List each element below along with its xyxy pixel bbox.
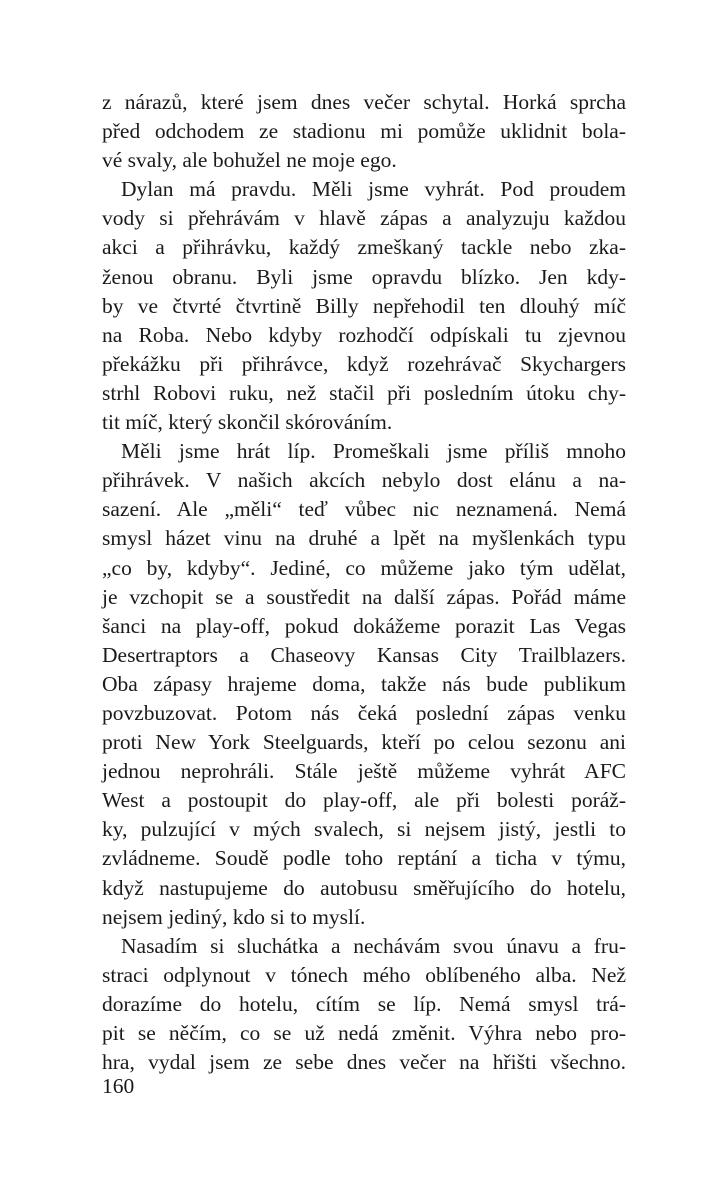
text-line: proti New York Steelguards, kteří po celou sezonu ani bbox=[102, 730, 626, 755]
text-line: sazení. Ale „měli“ teď vůbec nic neznamená. Nemá bbox=[102, 497, 626, 522]
text-line: straci odplynout v tónech mého oblíbeného alba. Než bbox=[102, 962, 626, 987]
text-line: zvládneme. Soudě podle toho reptání a ticha v týmu, bbox=[102, 846, 626, 871]
text-line: jednou neprohráli. Stále ještě můžeme vyhrát AFC bbox=[102, 759, 626, 784]
text-line: před odchodem ze stadionu mi pomůže uklidnit bola- bbox=[102, 119, 626, 144]
text-line: Desertraptors a Chaseovy Kansas City Trailblazers. bbox=[102, 642, 626, 667]
text-line: je vzchopit se a soustředit na další zápas. Pořád máme bbox=[102, 584, 626, 609]
text-line: ky, pulzující v mých svalech, si nejsem jistý, jestli to bbox=[102, 817, 626, 842]
text-line: na Roba. Nebo kdyby rozhodčí odpískali tu zjevnou bbox=[102, 322, 626, 347]
text-line: šanci na play-off, pokud dokážeme porazit Las Vegas bbox=[102, 613, 626, 638]
text-line: pit se něčím, co se už nedá změnit. Výhra nebo pro- bbox=[102, 1021, 626, 1045]
text-line: vé svaly, ale bohužel ne moje ego. bbox=[102, 148, 397, 173]
text-line: dorazíme do hotelu, cítím se líp. Nemá smysl trá- bbox=[102, 991, 626, 1016]
paragraph bbox=[102, 437, 626, 932]
text-line: povzbuzovat. Potom nás čeká poslední zápas venku bbox=[102, 700, 626, 725]
text-line: ženou obranu. Byli jsme opravdu blízko. Jen kdy- bbox=[102, 264, 626, 289]
paragraph bbox=[102, 175, 626, 437]
paragraph bbox=[102, 932, 626, 1077]
text-line: Nasadím si sluchátka a nechávám svou únavu a fru- bbox=[121, 933, 626, 958]
text-line: „co by, kdyby“. Jediné, co můžeme jako tým udělat, bbox=[102, 555, 626, 580]
text-line: by ve čtvrté čtvrtině Billy nepřehodil ten dlouhý míč bbox=[102, 293, 626, 318]
text-line: překážku při přihrávce, když rozehrávač Skychargers bbox=[102, 351, 626, 376]
text-line: přihrávek. V našich akcích nebylo dost elánu a na- bbox=[102, 468, 626, 493]
text-line: nejsem jediný, kdo si to myslí. bbox=[102, 904, 366, 929]
text-line: akci a přihrávku, každý zmeškaný tackle nebo zka- bbox=[102, 235, 626, 260]
text-line: vody si přehrávám v hlavě zápas a analyzuju každou bbox=[102, 206, 626, 231]
page-number: 160 bbox=[102, 1074, 135, 1098]
text-line: strhl Robovi ruku, než stačil při posledním útoku chy- bbox=[102, 380, 626, 405]
book-page-text bbox=[102, 88, 626, 1077]
text-line: smysl házet vinu na druhé a lpět na myšlenkách typu bbox=[102, 526, 626, 551]
text-line: z nárazů, které jsem dnes večer schytal. Horká sprcha bbox=[102, 90, 626, 114]
text-line: Oba zápasy hrajeme doma, takže nás bude publikum bbox=[102, 671, 626, 696]
text-line: West a postoupit do play-off, ale při bolesti poráž- bbox=[102, 788, 626, 813]
text-line: tit míč, který skončil skórováním. bbox=[102, 410, 393, 435]
paragraph bbox=[102, 88, 626, 175]
text-line: když nastupujeme do autobusu směřujícího do hotelu, bbox=[102, 875, 626, 900]
text-line: Měli jsme hrát líp. Promeškali jsme příliš mnoho bbox=[121, 439, 626, 464]
text-line: Dylan má pravdu. Měli jsme vyhrát. Pod proudem bbox=[121, 177, 626, 202]
text-line: hra, vydal jsem ze sebe dnes večer na hřišti všechno. bbox=[102, 1050, 626, 1075]
